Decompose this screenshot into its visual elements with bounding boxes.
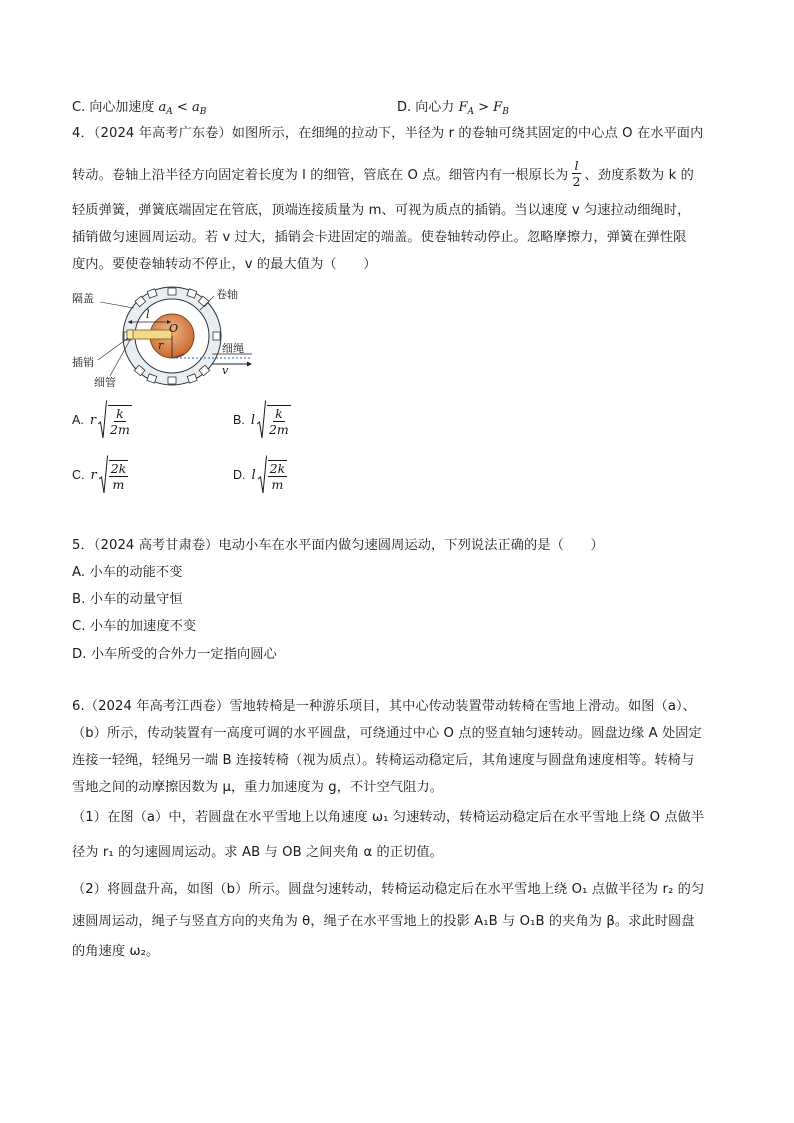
q5-stem: 5．（2024 高考甘肃卷）电动小车在水平面内做匀速圆周运动，下列说法正确的是（ ） [72, 538, 604, 553]
radical-sign-icon [99, 455, 108, 495]
q4-fraction-l-over-2 [570, 158, 582, 189]
radical-sign-icon [258, 455, 267, 495]
q4-option-b [233, 400, 291, 440]
q4-option-b-expr [251, 400, 291, 440]
q4-option-b-label: B. [233, 413, 245, 427]
q4-option-b-frac [267, 405, 291, 437]
q4-option-c-den: m [112, 476, 125, 492]
q6-part2-line-3: 的角速度 ω₂。 [72, 944, 160, 959]
q4-option-d [233, 455, 287, 495]
tube [127, 330, 172, 339]
q4-option-c-frac [109, 460, 129, 492]
q4-option-d-frac [268, 460, 288, 492]
q4-stem-line-3: 轻质弹簧，弹簧底端固定在管底，顶端连接质量为 m、可视为质点的插销。当以速度 v 匀速拉动细绳时， [72, 203, 691, 218]
q4-option-a-label: A. [72, 413, 84, 427]
q3-option-c-label: C. [72, 100, 86, 115]
q6-stem-line-2: （b）所示，传动装置有一高度可调的水平圆盘，可绕通过中心 O 点的竖直轴匀速转动。圆盘边缘 A 处固定 [72, 726, 702, 741]
figure-label-v: v [222, 364, 229, 377]
q4-option-a-expr [90, 400, 132, 440]
figure-label-pin: 插销 [72, 356, 94, 369]
q4-option-a-coef: r [89, 412, 97, 428]
q3-option-d [397, 96, 509, 117]
radical-sign-icon [257, 400, 266, 440]
figure-label-o: O [169, 322, 179, 335]
q6-stem-line-3: 连接一轻绳，轻绳另一端 B 连接转椅（视为质点）。转椅运动稳定后，其角速度与圆盘角速度相等。转椅与 [72, 753, 695, 768]
radical-sign-icon [98, 400, 107, 440]
q4-option-d-num: 2k [269, 460, 286, 476]
q6-part2-line-1: （2）将圆盘升高，如图（b）所示。圆盘匀速转动，转椅运动稳定后在水平雪地上绕 O₁ 点做半径为 r₂ 的匀 [72, 882, 705, 897]
q4-option-d-expr [252, 455, 288, 495]
q5-option-c: C. 小车的加速度不变 [72, 619, 197, 634]
q4-stem-line-2a: 转动。卷轴上沿半径方向固定着长度为 l 的细管，管底在 O 点。细管内有一根原长为 [72, 168, 569, 183]
q4-option-d-label: D. [233, 468, 246, 482]
figure-label-r: r [158, 339, 164, 352]
q3-option-c [72, 96, 206, 117]
q5-option-d: D. 小车所受的合外力一定指向圆心 [72, 647, 277, 662]
q3-option-c-var2: a [191, 100, 200, 115]
q4-stem-line-4: 插销做匀速圆周运动。若 v 过大，插销会卡进固定的端盖。使卷轴转动停止。忽略摩擦力，弹簧在弹性限 [72, 230, 687, 245]
q6-stem-line-4: 雪地之间的动摩擦因数为 μ，重力加速度为 g，不计空气阻力。 [72, 780, 444, 795]
q4-fraction-num: l [574, 158, 579, 173]
q6-part1-line-1: （1）在图（a）中，若圆盘在水平雪地上以角速度 ω₁ 匀速转动，转椅运动稳定后在水平雪地上绕 O 点做半 [72, 810, 705, 825]
q6-stem-line-1: 6.（2024 年高考江西卷）雪地转椅是一种游乐项目，其中心传动装置带动转椅在雪地上滑动。如图（a）、 [72, 699, 696, 714]
q3-option-c-sub-b: B [199, 107, 207, 117]
figure-label-reel: 卷轴 [216, 288, 238, 301]
q3-option-c-text: 向心加速度 [89, 100, 155, 115]
q3-option-d-label: D. [397, 100, 412, 115]
q4-figure [72, 284, 262, 389]
q4-option-a-frac [108, 405, 132, 437]
q4-option-c-num: 2k [110, 460, 127, 476]
q4-option-b-den: 2m [268, 421, 289, 437]
q6-part2-line-2: 速圆周运动，绳子与竖直方向的夹角为 θ，绳子在水平雪地上的投影 A₁B 与 O₁B 的夹角为 β。求此时圆盘 [72, 914, 695, 929]
q4-option-b-coef: l [250, 412, 255, 428]
q4-option-d-den: m [271, 476, 284, 492]
q3-option-c-rel: < [172, 100, 192, 115]
q3-option-d-sub-a: A [467, 107, 474, 117]
q3-option-d-rel: > [473, 100, 494, 115]
q4-option-a [72, 400, 132, 440]
q4-stem-line-1: 4．（2024 年高考广东卷）如图所示，在细绳的拉动下，半径为 r 的卷轴可绕其固定的中心点 O 在水平面内 [72, 126, 704, 141]
figure-label-cover: 隔盖 [72, 292, 94, 305]
q3-option-d-sub-b: B [502, 107, 509, 117]
q4-fraction-den: 2 [572, 174, 581, 189]
q4-stem-line-2b: 、劲度系数为 k 的 [584, 168, 694, 183]
q6-part1-line-2: 径为 r₁ 的匀速圆周运动。求 AB 与 OB 之间夹角 α 的正切值。 [72, 845, 443, 860]
figure-label-rope: 细绳 [222, 342, 244, 355]
q5-option-a: A. 小车的动能不变 [72, 565, 183, 580]
q4-option-d-coef: l [251, 467, 256, 483]
q3-option-d-var2: F [493, 100, 503, 115]
q4-option-c-expr [91, 455, 129, 495]
q4-option-c-coef: r [90, 467, 97, 483]
q4-option-a-den: 2m [110, 421, 130, 437]
q4-option-b-num: k [275, 405, 283, 421]
q3-option-c-var: a [158, 100, 167, 115]
pin [127, 330, 133, 339]
q3-option-c-sub-a: A [166, 107, 173, 117]
q3-option-d-text: 向心力 [415, 100, 455, 115]
q4-stem-line-2 [72, 158, 694, 189]
figure-label-tube: 细管 [94, 376, 116, 389]
q3-option-d-var: F [458, 100, 468, 115]
figure-label-l: l [146, 308, 150, 321]
q4-option-c [72, 455, 128, 495]
q4-option-c-label: C. [72, 468, 85, 482]
q4-stem-line-5: 度内。要使卷轴转动不停止，v 的最大值为（ ） [72, 257, 377, 272]
q4-option-a-num: k [116, 405, 124, 421]
q5-option-b: B. 小车的动量守恒 [72, 592, 183, 607]
